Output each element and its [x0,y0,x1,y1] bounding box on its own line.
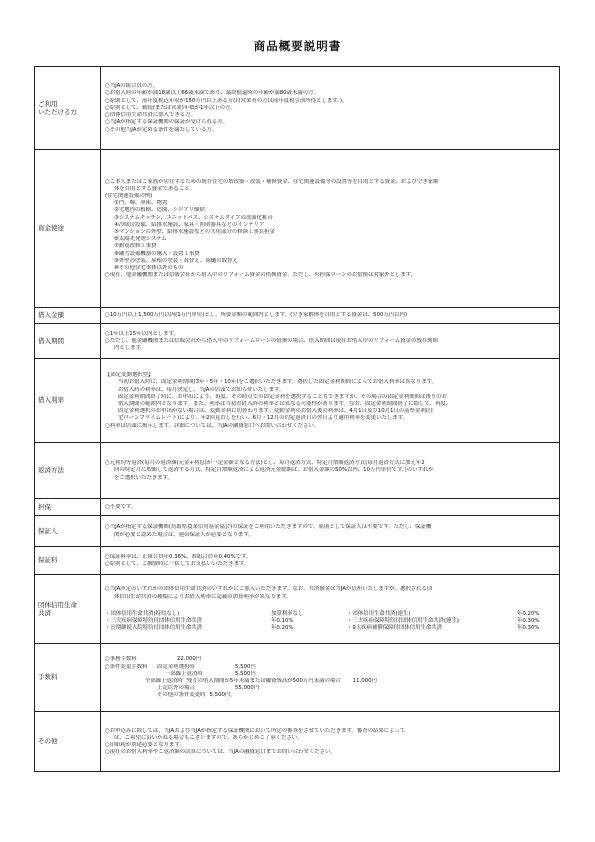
fee-value: 5,500円。 [209,692,236,699]
content-line: ○元利均等返済(毎月の返済額(元金+利息)が一定金額となる方法)とし、毎月返済方式、特定月増額返済方式(毎月返済方式に加え年2 [105,460,425,467]
row-fund-usage [35,150,560,308]
content-line: ⑨外壁の塗装、屋根の塗装・葺替え、雨樋の取替え [114,257,238,264]
content-line: ⑧融雪設備機器の購入・設置工事費 [114,250,200,257]
plan-name: ・三大疾病保障特約付団体信用生命共済 [105,618,203,625]
content-line: は、ご希望に沿いかねる場合もございますので、あらかじめご了承ください。 [114,734,303,741]
content-line: 内とします。 [114,345,146,352]
content-line: をご選択いただきます。 [114,474,173,481]
row-label [35,150,101,308]
label-line: 共済 [38,609,51,617]
row-label [35,359,101,443]
content-line: 固定金利選択のお申出がない場合は、変動金利に切替わります。変動金利のお借入後の利率は、4月1日及び10月1日の基準金利(住 [118,408,434,415]
plan-name: ・長期継続入院特約付団体信用生命共済 [105,625,203,632]
fee-condition: 残りの借入期間が5年未満または融資残高が500万円未満の場合 [186,678,341,684]
row-content [101,547,560,575]
label-line: 借入期間 [38,336,64,345]
content-line: ①門、塀、車庫、物置 [114,200,168,207]
content-line: ○原則として、ご融資時に一括してお支払いいただきます。 [105,561,250,567]
row-guarantee-fee [35,547,560,575]
row-content [101,443,560,499]
plan-rate: 年0.10% [271,618,294,625]
content-line: ○お申込みに際しては、当JAおよび当JAが指定する保証機関において所定の審査をさせていただきます。審査の結果によって [105,727,406,734]
row-group-credit-life [35,575,560,644]
content-line: (住宅関連設備の例) [105,192,153,199]
row-label [35,308,101,324]
row-other [35,712,560,772]
plan-rate: 年0.30% [517,618,540,625]
fee-line [105,692,555,699]
content-line: ○原則として、勤続(または営業)年数が1年以上の方。 [105,104,236,111]
content-line: ○ただし、他金融機関または信販会社から借入中のリフォームローンの借換の場合、借入期間は現在お借入中のリフォーム資金の残存期間 [105,337,438,344]
row-repayment-method [35,443,560,499]
fee-value: 11,000円 [352,678,377,684]
content-line: 【固定変動選択型】 [105,372,154,379]
content-line: ○当JAが指定する保証機関の保証が受けられる方。 [105,119,229,126]
plan-rate: 年0.30% [517,625,540,632]
row-label [35,499,101,516]
fee-label: ○条件変更手数料 [105,663,148,670]
plan-rate: 加算利率なし [271,610,304,617]
fee-line [105,671,555,678]
content-line: 関が必要と認めた場合は、連帯保証人が必要となります。 [114,531,254,538]
row-interest-rate [35,359,560,443]
content-line: 当初お借入時に、固定金利期間(3年・5年・10年)をご選択いただきます。選択した固定金利期間によってお借入利率は異なります。 [118,379,437,386]
fee-line [105,685,555,692]
content-line: ○ご本人またはご家族が居住するための既存住宅の増改築・改装・補修資金、住宅関連設備等の設置等を目的とする資金、および空き家解 [105,178,439,185]
row-collateral [35,499,560,516]
fee-value: 22,000円 [177,656,202,663]
content-line: 体を目的とする資金であること。 [114,185,195,192]
fee-line [105,678,555,685]
content-line: ○利率は店頭に掲示します。詳細については、当JAの融資窓口へお問い合わせください。 [105,422,320,429]
row-label [35,575,101,644]
content-line: ○団体信用生命共済に加入できる方。 [105,112,196,119]
content-line: ○お借入時の年齢が満18歳以上66歳未満であり、最終償還時の年齢が満80歳未満の方。 [105,90,319,97]
label-line: その他 [38,737,58,746]
content-line: 宅ローンプライムレート)により、年2回見直しを行い、6月・12月の約定返済日の翌日より適用利率を変更いたします。 [118,415,409,422]
plan-rate: 年0.20% [517,610,540,617]
label-line: 保証人 [38,526,58,535]
content-line: ④冷暖房設備、給排水施設、家具・照明器具などのインテリア [114,221,265,228]
plan-row [105,625,555,632]
label-line: 手数料 [38,673,58,682]
content-line: ⑩その他住宅本体以外のもの [114,265,184,272]
row-content [101,359,560,443]
label-line: 借入金額 [38,311,64,320]
row-label [35,547,101,575]
label-line: いただける方 [38,108,77,116]
product-summary-table [34,66,560,772]
plan-name: ・三大疾病保障特約付団体信用生命共済(連生) [347,618,460,625]
row-label [35,443,101,499]
content-line: ○その他当JAが定める条件を満たしている方。 [105,126,218,133]
row-content [101,644,560,712]
content-line: ○1年以上15年以内とします。 [105,330,179,337]
fee-item: 固定金利選択時 [157,663,195,670]
row-content [101,324,560,359]
fee-value: 5,500円 [235,670,256,677]
content-line: ○原則として、前年度税込年収が150万円以上ある方(自営業者の方は前年度税引前所得とします。)。 [105,97,348,104]
label-line: ご利用 [38,99,58,108]
content-line: ③システムキッチン、ユニットバス、システムタイプの洗面化粧台 [114,214,273,221]
fee-line [105,656,555,663]
content-line: ○10万円以上1,500万円以内(1万円単位)とし、所要金額の範囲内とします。(空き家解体を目的とする資金は、500万円以内) [105,312,408,319]
plan-name: ・団体信用生命共済(連生) [347,610,411,617]
plan-row [105,611,555,618]
content-line: ○印紙税が別途必要となります。 [105,742,185,748]
content-line: ○当JA所定のいずれかの団体信用生命共済のいずれかにご加入いただきます。なお、共済掛金は当JAが負担いたしますが、選択される団 [105,586,433,593]
content-line: ②宅地内の植樹、造園、シロアリ駆除 [114,207,205,214]
label-line: 保証料 [38,556,58,565]
content-line: ○現在のお借入利率やご返済額の試算については、当JAの融資窓口までお問い合わせください。 [105,749,336,756]
row-label [35,516,101,547]
row-content [101,308,560,324]
content-line: ○不要です。 [105,503,137,510]
fee-item: 一部繰上返済時 [165,670,203,677]
fee-value: 55,000円 [235,685,260,692]
row-eligibility [35,67,560,150]
fee-label: ○事務手数料 [105,656,137,663]
page-title: 商品概要説明書 [253,39,342,53]
fee-item: 上記以外の場合 [157,685,195,692]
content-line: ⑤マンションの外壁、給排水施設などの共用部分の修繕工事負担金 [114,229,275,235]
content-line: 回の特定月に増額して返済する方式。特定月増額返済による返済元金総額は、お借入金額の50%以内、10万円単位です。)のいずれか [114,467,434,474]
label-line: 担保 [38,502,51,511]
content-line: ○当JAが指定する保証機関(鳥取県農業信用基金協会)の保証をご利用いただきますので、原則として保証人は不要です。ただし、保証機 [105,524,432,531]
content-line: 固定金利期間終了時に、お申出により、再度、その時点での固定金利を選択することもできますが、その場合の固定金利期間は残りのお [118,393,447,400]
content-line: お借入時の利率は、毎月決定し、当JAの店頭でお知らせいたします。 [118,386,285,393]
row-fees [35,644,560,712]
row-guarantor [35,516,560,547]
content-line: ⑥太陽光発電システム [114,236,167,243]
content-line: ○当JAの組合員の方。 [105,83,159,90]
content-line: ○現在、他金融機関または信販会社から借入中のリフォーム資金の借換資金。ただし、有担保ローンのお借換は対象外とします。 [105,272,417,279]
row-loan-amount [35,308,560,324]
row-label [35,644,101,712]
row-label [35,67,101,150]
plan-name: ・団体信用生命共済(特約なし) [105,610,180,617]
row-content [101,712,560,772]
fee-value: 5,500円 [235,663,256,670]
row-label [35,324,101,359]
row-content [101,516,560,547]
label-line: 借入利率 [38,396,64,405]
row-content [101,499,560,516]
content-line: 借入期間の範囲内となります。また、利率は当初お借入時の利率とは異なる可能性があります。なお、固定金利期間終了に際して、再度、 [118,401,452,407]
row-content [101,150,560,308]
fee-line [105,664,555,671]
plan-rate: 年0.20% [271,625,294,632]
content-line: ○保証料率は、正組合員年0.36%、准組合員年0.40%です。 [105,553,252,560]
row-label [35,712,101,772]
row-loan-period [35,324,560,359]
plan-name: ・9大疾病補償保障付団体信用生命共済 [347,625,443,632]
label-line: 団体信用生命 [38,600,77,609]
row-content [101,575,560,644]
label-line: 資金使途 [38,224,64,233]
fee-item: その他の条件変更時 [157,692,206,699]
label-line: 返済方法 [38,466,64,475]
content-line: 体信用生命共済の種類によりお借入利率に記載の加算利率が異なります。 [114,593,292,600]
content-line: ⑦耐震改修工事費 [114,243,157,250]
fee-item: 全部繰上返済時 [145,678,183,684]
row-content [101,67,560,150]
